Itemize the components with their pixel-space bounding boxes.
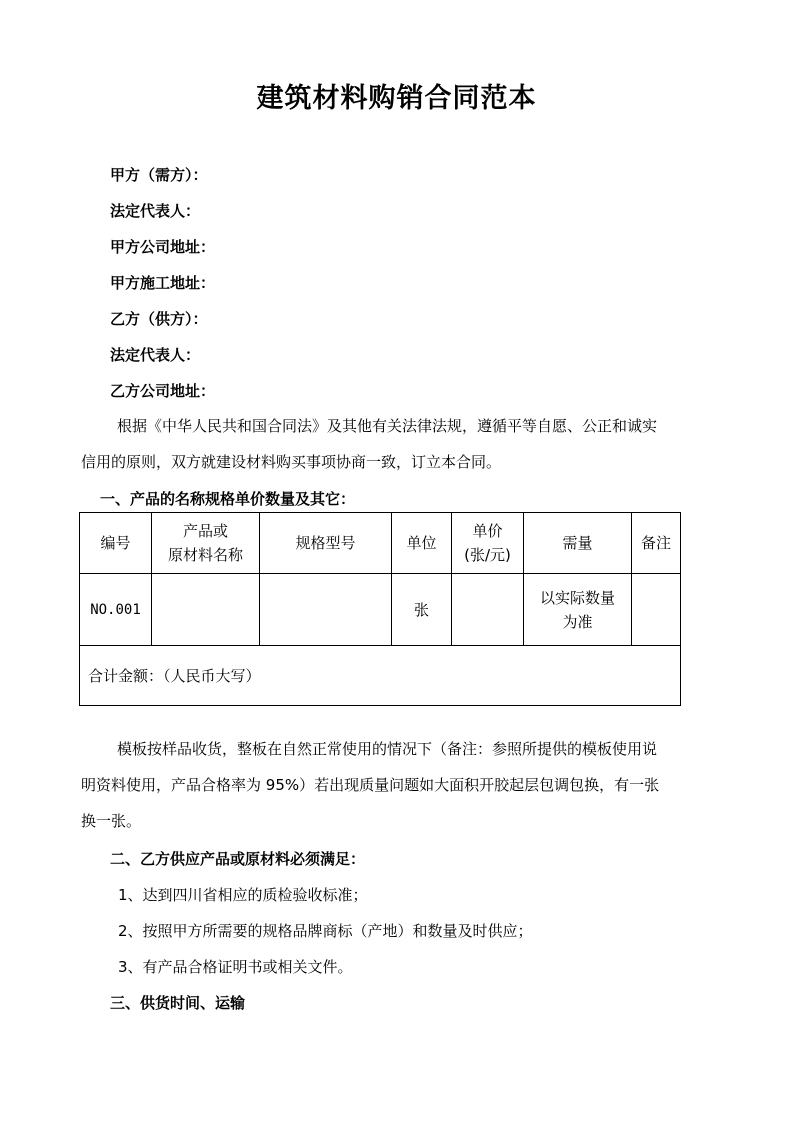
header-spec: 规格型号	[260, 513, 392, 574]
cell-unit: 张	[392, 574, 452, 646]
quality-note-line-1: 模板按样品收货，整板在自然正常使用的情况下（备注：参照所提供的模板使用说	[117, 740, 658, 758]
section-2-heading: 二、乙方供应产品或原材料必须满足：	[110, 850, 366, 868]
requirement-item-3: 3、有产品合格证明书或相关文件。	[118, 958, 353, 976]
header-note: 备注	[632, 513, 681, 574]
section-3-heading: 三、供货时间、运输	[110, 994, 246, 1012]
party-a-legal-rep-field: 法定代表人：	[110, 202, 201, 220]
header-product-name-line-1: 产品或	[182, 522, 228, 540]
total-amount-cell: 合计金额：（人民币大写）	[80, 646, 681, 706]
product-spec-table	[79, 512, 681, 706]
header-product-name	[152, 513, 260, 574]
header-price	[452, 513, 524, 574]
table-header-row	[80, 513, 681, 574]
party-b-company-address-field: 乙方公司地址：	[110, 382, 216, 400]
party-b-legal-rep-field: 法定代表人：	[110, 346, 201, 364]
requirement-item-1: 1、达到四川省相应的质检验收标准；	[118, 886, 368, 904]
party-a-site-address-field: 甲方施工地址：	[110, 274, 216, 292]
header-price-line-1: 单价	[472, 522, 503, 540]
intro-paragraph	[81, 408, 701, 480]
header-unit: 单位	[392, 513, 452, 574]
section-1-heading: 一、产品的名称规格单价数量及其它：	[100, 490, 356, 508]
cell-qty-line-2: 为准	[562, 612, 593, 631]
quality-note-line-3: 换一张。	[81, 812, 142, 830]
header-product-name-line-2: 原材料名称	[167, 546, 243, 564]
table-total-row	[80, 646, 681, 706]
cell-note	[632, 574, 681, 646]
cell-qty-line-1: 以实际数量	[539, 588, 615, 607]
cell-qty	[524, 574, 632, 646]
cell-no: NO.001	[80, 574, 152, 646]
requirement-item-2: 2、按照甲方所需要的规格品牌商标（产地）和数量及时供应；	[118, 922, 533, 940]
header-no: 编号	[80, 513, 152, 574]
quality-note-line-2: 明资料使用，产品合格率为 95%）若出现质量问题如大面积开胶起层包调包换，有一张	[81, 776, 660, 794]
table-row	[80, 574, 681, 646]
party-b-field: 乙方（供方）：	[110, 310, 208, 328]
intro-line-1: 根据《中华人民共和国合同法》及其他有关法律法规，遵循平等自愿、公正和诚实	[117, 417, 658, 435]
party-a-company-address-field: 甲方公司地址：	[110, 238, 216, 256]
cell-spec	[260, 574, 392, 646]
intro-line-2: 信用的原则，双方就建设材料购买事项协商一致，订立本合同。	[81, 453, 502, 471]
cell-product-name	[152, 574, 260, 646]
header-qty: 需量	[524, 513, 632, 574]
cell-price	[452, 574, 524, 646]
document-title: 建筑材料购销合同范本	[256, 83, 537, 114]
party-a-field: 甲方（需方）：	[110, 166, 208, 184]
header-price-line-2: (张/元)	[464, 546, 511, 564]
quality-note-paragraph	[81, 731, 701, 839]
